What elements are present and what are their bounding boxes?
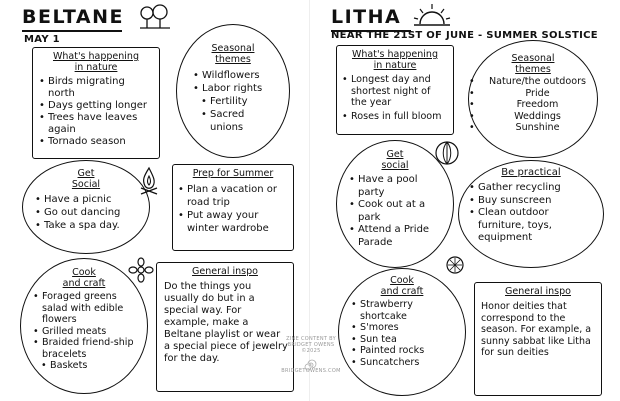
beltane-title-underline — [22, 30, 122, 32]
sun-icon — [412, 2, 452, 28]
list-item: • Tornado season — [39, 136, 153, 148]
list-item: • Fertility — [201, 95, 289, 108]
list-item: • Gather recycling — [469, 182, 597, 195]
list-item: • Have a picnic — [35, 193, 149, 206]
litha-themes-list — [469, 76, 597, 134]
credit-line-2: BRIDGET OWENS — [287, 342, 335, 348]
list-item: • Pride — [469, 88, 597, 100]
litha-inspo-panel — [474, 282, 602, 396]
list-item: • S'mores — [351, 322, 461, 334]
beltane-nature-heading-1: What's happening — [52, 51, 139, 62]
beltane-date: MAY 1 — [24, 34, 60, 45]
list-item: • Have a pool party — [349, 174, 445, 199]
list-item: • Nature/the outdoors — [469, 76, 597, 88]
list-item: • Longest day and shortest night of the year — [342, 74, 449, 109]
list-item: • Foraged greens salad with edible flowers — [33, 291, 141, 326]
litha-date: NEAR THE 21ST OF JUNE - SUMMER SOLSTICE — [331, 30, 598, 41]
trees-icon — [138, 4, 172, 30]
litha-practical-list — [469, 182, 597, 245]
credit-line-1: ZINE CONTENT BY — [286, 336, 336, 342]
litha-title: LITHA — [331, 6, 402, 28]
litha-nature-list — [342, 74, 449, 122]
list-item: • Braided friend-ship bracelets — [33, 337, 141, 360]
litha-cook-panel — [338, 268, 466, 396]
list-item: • Roses in full bloom — [342, 111, 449, 123]
list-item: • Attend a Pride Parade — [349, 224, 445, 249]
list-item: • Painted rocks — [351, 345, 461, 357]
beltane-social-heading-1: Get — [77, 168, 95, 179]
litha-themes-panel — [468, 40, 598, 158]
litha-nature-heading-2: in nature — [373, 60, 417, 71]
list-item: • Labor rights — [193, 82, 289, 95]
list-item: • Take a spa day. — [35, 219, 149, 232]
litha-nature-panel — [336, 45, 454, 135]
litha-practical-heading: Be practical — [501, 167, 561, 178]
list-item: • Weddings — [469, 111, 597, 123]
lemon-icon — [444, 254, 466, 276]
list-item: • Freedom — [469, 99, 597, 111]
list-item: • Days getting longer — [39, 100, 153, 112]
litha-inspo-text: Honor deities that correspond to the season. For example, a sunny sabbat like Litha for sun deities — [481, 301, 592, 358]
list-item: • Sun tea — [351, 334, 461, 346]
list-item: • Cook out at a park — [349, 199, 445, 224]
beltane-prep-panel — [172, 164, 294, 251]
litha-cook-heading-1: Cook — [390, 275, 414, 286]
beltane-cook-heading-2: and craft — [62, 278, 106, 289]
litha-themes-heading-1: Seasonal — [511, 53, 555, 64]
list-item: • Plan a vacation or road trip — [178, 183, 289, 209]
spiral-icon — [303, 358, 317, 372]
beltane-social-heading-2: Social — [71, 179, 101, 190]
beltane-social-panel — [22, 160, 150, 254]
flower-icon — [128, 257, 154, 283]
beltane-inspo-panel — [156, 262, 294, 392]
litha-social-heading-2: social — [381, 160, 409, 171]
beltane-prep-list — [178, 183, 289, 235]
fire-icon — [138, 166, 160, 196]
beltane-cook-heading-1: Cook — [72, 267, 96, 278]
beltane-title: BELTANE — [22, 6, 124, 28]
beltane-nature-heading-2: in nature — [74, 62, 118, 73]
litha-social-panel — [336, 140, 454, 268]
beltane-cook-list — [33, 291, 141, 372]
credit-line-4: BRIDGETOWENS.COM — [281, 368, 341, 374]
list-item: • Strawberry shortcake — [351, 299, 461, 322]
list-item: • Trees have leaves again — [39, 112, 153, 136]
list-item: • Baskets — [41, 360, 141, 372]
list-item: • Buy sunscreen — [469, 195, 597, 208]
litha-practical-panel — [458, 160, 604, 268]
list-item: • Sacred unions — [201, 108, 266, 134]
list-item: • Go out dancing — [35, 206, 149, 219]
beltane-prep-heading: Prep for Summer — [192, 168, 274, 179]
credit-line-3: ©2025 — [301, 348, 321, 354]
beltane-social-list — [35, 193, 149, 232]
list-item: • Grilled meats — [33, 326, 141, 338]
litha-nature-heading-1: What's happening — [351, 49, 438, 60]
beltane-inspo-text: Do the things you usually do but in a special way. For example, make a Beltane playlist or wear a special piece of jewelry for the day. — [164, 281, 288, 364]
litha-social-heading-1: Get — [386, 149, 404, 160]
beltane-inspo-heading: General inspo — [192, 266, 258, 277]
list-item: • Wildflowers — [193, 69, 289, 82]
list-item: • Clean outdoor furniture, toys, equipment — [469, 207, 597, 245]
litha-themes-heading-2: themes — [515, 64, 551, 75]
list-item: • Suncatchers — [351, 357, 461, 369]
litha-inspo-heading: General inspo — [505, 286, 571, 297]
list-item: • Sunshine — [469, 122, 597, 134]
beltane-themes-panel — [176, 24, 290, 158]
list-item: • Put away your winter wardrobe — [178, 209, 289, 235]
beltane-themes-heading-2: themes — [215, 54, 251, 65]
beltane-themes-heading-1: Seasonal — [211, 43, 255, 54]
litha-cook-heading-2: and craft — [380, 286, 424, 297]
list-item: • Birds migrating north — [39, 76, 153, 100]
litha-social-list — [349, 174, 445, 249]
beltane-nature-panel — [32, 47, 160, 159]
beltane-themes-list — [193, 69, 289, 134]
litha-cook-list — [351, 299, 461, 368]
beltane-nature-list — [39, 76, 153, 148]
